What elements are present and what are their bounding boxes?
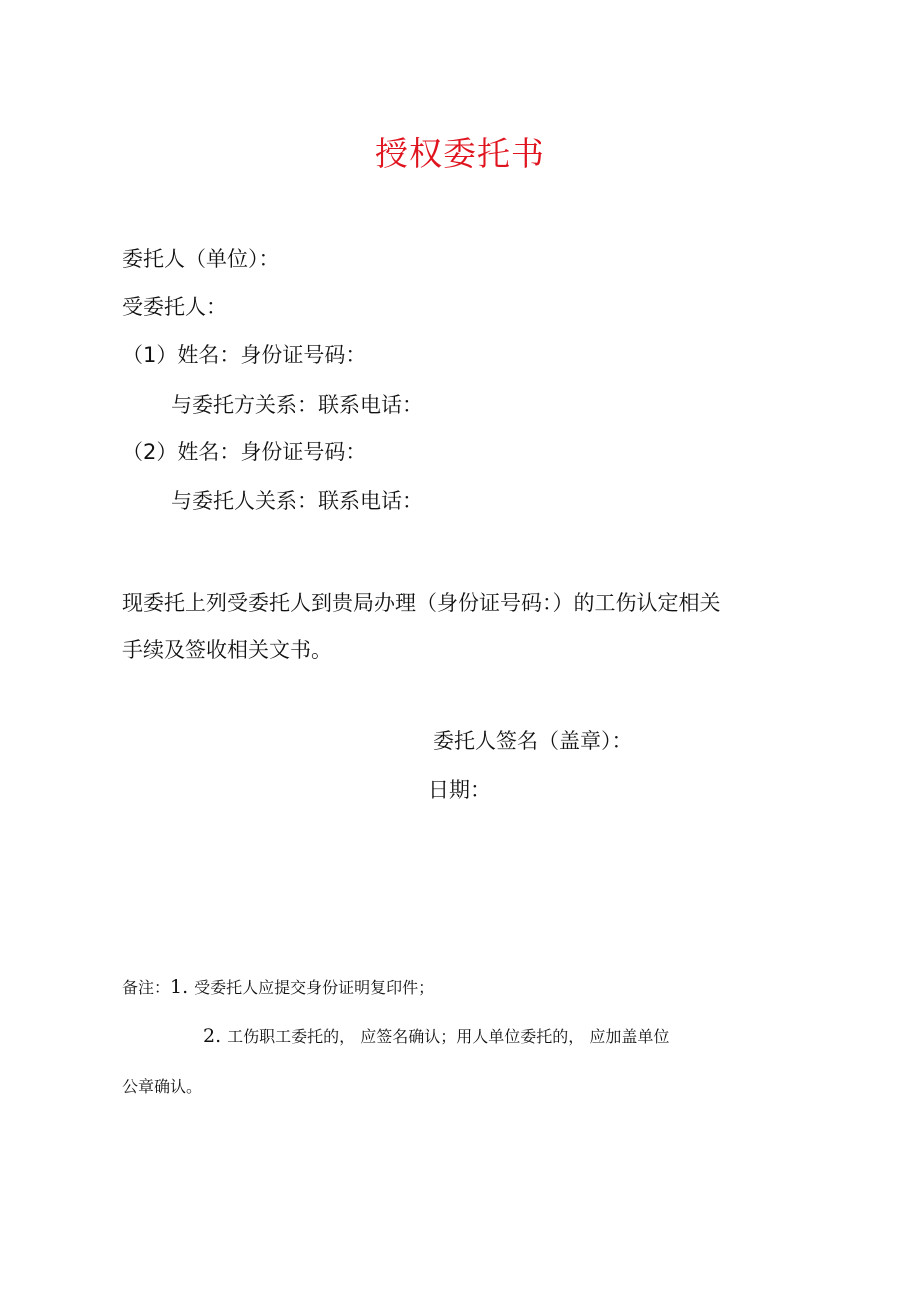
note-item-1-text: 受委托人应提交身份证明复印件； [194,978,435,997]
agent2-relation-line: 与委托人关系：联系电话： [171,489,423,513]
agent1-name-line: （1）姓名：身份证号码： [122,343,367,367]
body-line-2: 手续及签收相关文书。 [122,638,332,662]
note-prefix: 备注： [122,978,171,997]
body-line-1: 现委托上列受委托人到贵局办理（身份证号码：）的工伤认定相关 [122,591,721,615]
signature-label: 委托人签名（盖章）： [433,729,633,753]
date-label: 日期： [428,778,491,802]
agent2-name-line: （2）姓名：身份证号码： [122,440,367,464]
document-title: 授权委托书 [375,134,545,173]
principal-label: 委托人（单位）： [122,247,280,271]
note-item-2-number: 2. [203,1025,222,1047]
note-item-1 [122,975,434,1000]
authorization-body [122,580,802,674]
agent1-relation-line: 与委托方关系：联系电话： [171,393,423,417]
note-item-2-continuation: 公章确认。 [122,1077,203,1096]
note-item-1-number: 1. [170,976,189,998]
note-item-2 [203,1024,669,1049]
note-item-2-text: 工伤职工委托的， 应签名确认；用人单位委托的， 应加盖单位 [227,1027,670,1046]
agent-label: 受委托人： [122,295,227,319]
